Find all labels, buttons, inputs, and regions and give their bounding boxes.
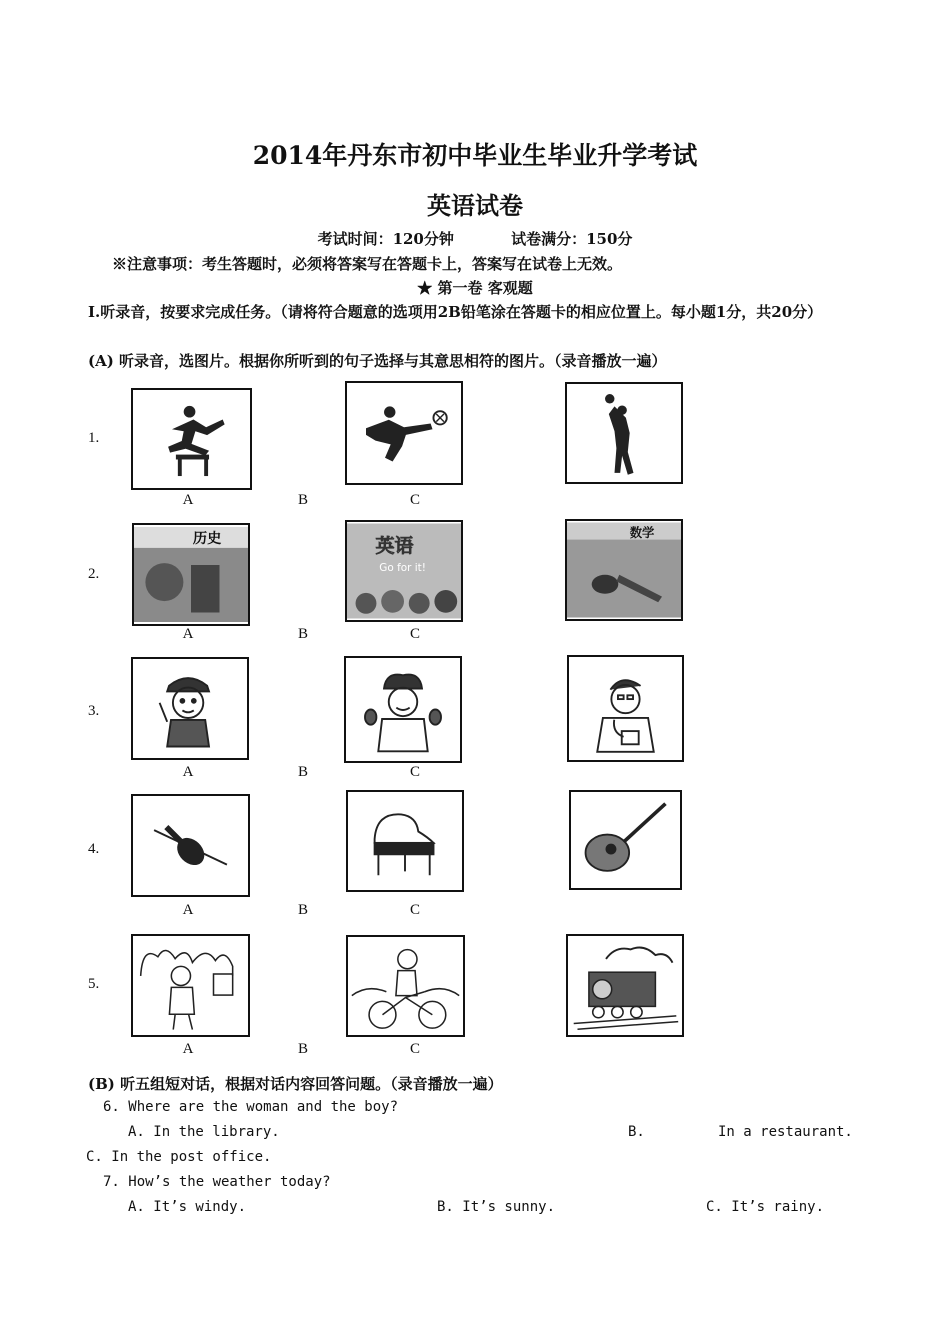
soccer-player-picture (345, 381, 463, 485)
violin-picture (131, 794, 250, 897)
book-subtitle: Go for it! (379, 562, 426, 574)
exam-title: 2014年丹东市初中毕业生毕业升学考试 (252, 141, 698, 170)
history-book-picture (132, 523, 250, 626)
book-title: 英语 (375, 535, 414, 557)
question-number: 5. (88, 976, 100, 992)
exam-score: 试卷满分：150分 (511, 230, 633, 248)
piano-picture (346, 790, 464, 892)
math-book-picture (565, 519, 683, 621)
option-label: B (297, 1041, 308, 1057)
question-number: 4. (88, 841, 100, 857)
option-label: A (182, 764, 194, 780)
answer-option: A. In the library. (128, 1124, 280, 1140)
option-label: A (182, 626, 194, 642)
answer-option: A. It’s windy. (128, 1199, 247, 1215)
option-label: B (297, 492, 308, 508)
book-title: 数学 (629, 525, 655, 540)
answer-option: B. (628, 1124, 645, 1140)
exam-note: ※注意事项：考生答题时，必须将答案写在答题卡上，答案写在试卷上无效。 (112, 255, 623, 273)
exam-subtitle: 英语试卷 (427, 191, 523, 220)
option-label: B (297, 626, 308, 642)
sectionA-instruction: (A) 听录音，选图片。根据你所听到的句子选择与其意思相符的图片。（录音播放一遍） (88, 352, 667, 370)
basketball-player-picture (565, 382, 683, 484)
exam-meta (0, 228, 950, 249)
question-number: 1. (88, 430, 100, 446)
option-label: C (409, 626, 420, 642)
answer-option: B. It’s sunny. (437, 1199, 556, 1215)
option-label: C (409, 764, 420, 780)
option-label: A (182, 1041, 194, 1057)
hurdler-picture (131, 388, 252, 490)
option-label: A (182, 902, 194, 918)
doctor-picture (567, 655, 684, 762)
police-officer-picture (131, 657, 249, 760)
bike-girl-picture (346, 935, 465, 1037)
question-number: 2. (88, 566, 100, 582)
question-stem: 6. Where are the woman and the boy? (103, 1099, 399, 1115)
option-label: C (409, 902, 420, 918)
walking-girl-picture (131, 934, 250, 1037)
exam-time: 考试时间：120分钟 (317, 230, 454, 248)
guitar-picture (569, 790, 682, 890)
answer-option: C. In the post office. (86, 1149, 272, 1165)
option-label: B (297, 764, 308, 780)
option-label: A (182, 492, 194, 508)
question-stem: 7. How’s the weather today? (103, 1174, 331, 1190)
option-label: C (409, 492, 420, 508)
sectionB-instruction: (B) 听五组短对话，根据对话内容回答问题。（录音播放一遍） (88, 1075, 503, 1093)
option-label: B (297, 902, 308, 918)
question-number: 3. (88, 703, 100, 719)
answer-option: C. It’s rainy. (706, 1199, 825, 1215)
option-label: C (409, 1041, 420, 1057)
book-title: 历史 (192, 531, 222, 548)
english-book-picture (345, 520, 463, 622)
section1-instruction: Ⅰ.听录音，按要求完成任务。（请将符合题意的选项用2B铅笔涂在答题卡的相应位置上。每小题1分，共20分） (88, 303, 823, 321)
part-heading: ★ 第一卷 客观题 (417, 279, 533, 297)
cook-picture (344, 656, 462, 763)
train-picture (566, 934, 684, 1037)
answer-option: In a restaurant. (718, 1124, 853, 1140)
